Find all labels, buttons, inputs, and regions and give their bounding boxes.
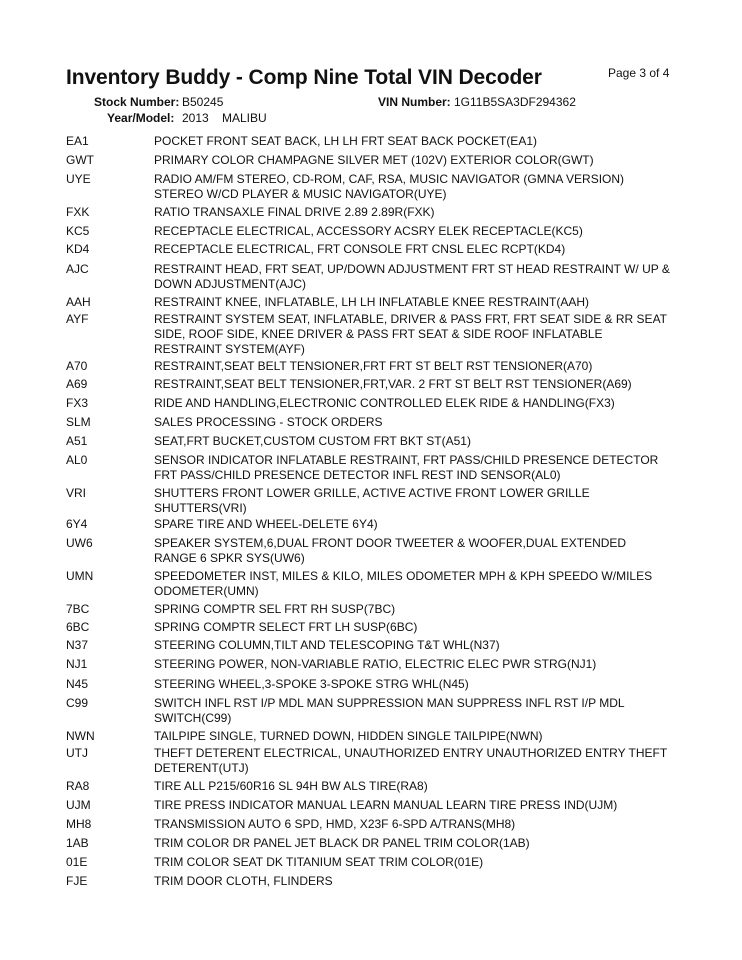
option-code: FXK (66, 205, 90, 219)
option-code: NJ1 (66, 657, 88, 671)
option-code: NWN (66, 729, 95, 743)
page-number: Page 3 of 4 (608, 66, 670, 80)
option-description-line: TIRE PRESS INDICATOR MANUAL LEARN MANUAL LEARN TIRE PRESS IND(UJM) (154, 798, 618, 812)
option-code: AAH (66, 295, 91, 309)
option-description-line: RANGE 6 SPKR SYS(UW6) (154, 551, 305, 565)
option-code: A70 (66, 359, 88, 373)
option-code: EA1 (66, 134, 89, 148)
option-description-line: SIDE, ROOF SIDE, KNEE DRIVER & PASS FRT SEAT & SIDE ROOF INFLATABLE (154, 327, 603, 341)
year-value: 2013 (182, 111, 209, 125)
option-description-line: SWITCH INFL RST I/P MDL MAN SUPPRESSION MAN SUPPRESS INFL RST I/P MDL (154, 696, 625, 710)
option-code: MH8 (66, 817, 92, 831)
option-description-line: SPRING COMPTR SEL FRT RH SUSP(7BC) (154, 602, 396, 616)
option-description-line: TRIM COLOR DR PANEL JET BLACK DR PANEL TRIM COLOR(1AB) (154, 836, 530, 850)
option-description-line: TIRE ALL P215/60R16 SL 94H BW ALS TIRE(RA8) (154, 779, 428, 793)
option-description-line: RIDE AND HANDLING,ELECTRONIC CONTROLLED ELEK RIDE & HANDLING(FX3) (154, 396, 615, 410)
option-description-line: SPARE TIRE AND WHEEL-DELETE 6Y4) (154, 517, 378, 531)
option-description (154, 569, 682, 599)
year-model-label: Year/Model: (107, 111, 175, 125)
option-description (154, 855, 682, 870)
option-description (154, 657, 682, 672)
option-description-line: RATIO TRANSAXLE FINAL DRIVE 2.89 2.89R(FXK) (154, 205, 435, 219)
option-description-line: STEERING POWER, NON-VARIABLE RATIO, ELECTRIC ELEC PWR STRG(NJ1) (154, 657, 597, 671)
option-code: UJM (66, 798, 91, 812)
option-description (154, 434, 682, 449)
option-description-line: STEREO W/CD PLAYER & MUSIC NAVIGATOR(UYE) (154, 187, 447, 201)
option-description (154, 798, 682, 813)
option-description-line: SHUTTERS(VRI) (154, 501, 247, 515)
option-description-line: SALES PROCESSING - STOCK ORDERS (154, 415, 383, 429)
option-code: 6Y4 (66, 517, 88, 531)
option-description (154, 817, 682, 832)
option-description-line: DETERENT(UTJ) (154, 761, 249, 775)
option-code: UYE (66, 172, 91, 186)
option-description-line: RESTRAINT,SEAT BELT TENSIONER,FRT FRT ST BELT RST TENSIONER(A70) (154, 359, 593, 373)
option-description (154, 536, 682, 566)
option-description (154, 874, 682, 889)
option-description (154, 836, 682, 851)
option-code: UMN (66, 569, 94, 583)
option-code: SLM (66, 415, 91, 429)
option-description (154, 312, 682, 357)
option-description-line: RECEPTACLE ELECTRICAL, ACCESSORY ACSRY ELEK RECEPTACLE(KC5) (154, 224, 583, 238)
option-code: 6BC (66, 620, 90, 634)
option-description (154, 396, 682, 411)
option-description-line: RESTRAINT,SEAT BELT TENSIONER,FRT,VAR. 2 FRT ST BELT RST TENSIONER(A69) (154, 377, 632, 391)
option-description (154, 242, 682, 257)
option-description (154, 134, 682, 149)
option-code: A51 (66, 434, 88, 448)
option-description (154, 359, 682, 374)
option-description (154, 453, 682, 483)
vin-number-value: 1G11B5SA3DF294362 (454, 95, 576, 109)
option-description (154, 486, 682, 516)
option-description-line: STEERING COLUMN,TILT AND TELESCOPING T&T WHL(N37) (154, 638, 500, 652)
option-description-line: PRIMARY COLOR CHAMPAGNE SILVER MET (102V) EXTERIOR COLOR(GWT) (154, 153, 594, 167)
option-description-line: THEFT DETERENT ELECTRICAL, UNAUTHORIZED ENTRY UNAUTHORIZED ENTRY THEFT (154, 746, 668, 760)
option-code: C99 (66, 696, 89, 710)
option-description (154, 205, 682, 220)
option-code: VRI (66, 486, 87, 500)
option-description-line: FRT PASS/CHILD PRESENCE DETECTOR INFL REST IND SENSOR(AL0) (154, 468, 561, 482)
year-model-field (107, 111, 307, 125)
option-description-line: ODOMETER(UMN) (154, 584, 259, 598)
option-code: RA8 (66, 779, 90, 793)
option-description (154, 729, 682, 744)
option-description-line: RADIO AM/FM STEREO, CD-ROM, CAF, RSA, MUSIC NAVIGATOR (GMNA VERSION) (154, 172, 625, 186)
option-description-line: RESTRAINT KNEE, INFLATABLE, LH LH INFLATABLE KNEE RESTRAINT(AAH) (154, 295, 589, 309)
option-code: UTJ (66, 746, 88, 760)
option-description (154, 224, 682, 239)
option-code: FJE (66, 874, 88, 888)
option-description (154, 677, 682, 692)
option-code: UW6 (66, 536, 93, 550)
option-description-line: SWITCH(C99) (154, 711, 232, 725)
option-description-line: STEERING WHEEL,3-SPOKE 3-SPOKE STRG WHL(N45) (154, 677, 469, 691)
option-code: AJC (66, 262, 89, 276)
stock-number-label: Stock Number: (94, 95, 180, 109)
option-description-line: DOWN ADJUSTMENT(AJC) (154, 277, 306, 291)
option-description-line: RECEPTACLE ELECTRICAL, FRT CONSOLE FRT CNSL ELEC RCPT(KD4) (154, 242, 566, 256)
option-code: 01E (66, 855, 88, 869)
option-code: AL0 (66, 453, 88, 467)
option-description-line: SHUTTERS FRONT LOWER GRILLE, ACTIVE ACTIVE FRONT LOWER GRILLE (154, 486, 590, 500)
option-description-line: TAILPIPE SINGLE, TURNED DOWN, HIDDEN SINGLE TAILPIPE(NWN) (154, 729, 543, 743)
option-description (154, 415, 682, 430)
option-code: N45 (66, 677, 89, 691)
stock-number-value: B50245 (182, 95, 224, 109)
option-code: KD4 (66, 242, 90, 256)
option-description-line: POCKET FRONT SEAT BACK, LH LH FRT SEAT BACK POCKET(EA1) (154, 134, 537, 148)
option-description (154, 746, 682, 776)
option-description (154, 517, 682, 532)
option-description-line: TRANSMISSION AUTO 6 SPD, HMD, X23F 6-SPD A/TRANS(MH8) (154, 817, 516, 831)
option-description (154, 262, 682, 292)
option-code: N37 (66, 638, 89, 652)
option-code: AYF (66, 312, 89, 326)
option-description (154, 153, 682, 168)
option-description (154, 620, 682, 635)
option-description-line: RESTRAINT HEAD, FRT SEAT, UP/DOWN ADJUSTMENT FRT ST HEAD RESTRAINT W/ UP & (154, 262, 670, 276)
vin-number-field (378, 95, 598, 109)
option-description-line: RESTRAINT SYSTEM SEAT, INFLATABLE, DRIVER & PASS FRT, FRT SEAT SIDE & RR SEAT (154, 312, 668, 326)
option-code: 1AB (66, 836, 89, 850)
option-description-line: SPEAKER SYSTEM,6,DUAL FRONT DOOR TWEETER & WOOFER,DUAL EXTENDED (154, 536, 627, 550)
model-value: MALIBU (222, 111, 267, 125)
option-code: GWT (66, 153, 94, 167)
option-description (154, 779, 682, 794)
option-code: FX3 (66, 396, 89, 410)
option-description-line: TRIM COLOR SEAT DK TITANIUM SEAT TRIM COLOR(01E) (154, 855, 484, 869)
option-description-line: TRIM DOOR CLOTH, FLINDERS (154, 874, 333, 888)
option-description (154, 295, 682, 310)
option-code: KC5 (66, 224, 90, 238)
option-description-line: SPRING COMPTR SELECT FRT LH SUSP(6BC) (154, 620, 418, 634)
option-description (154, 696, 682, 726)
page-title: Inventory Buddy - Comp Nine Total VIN Decoder (66, 66, 542, 89)
option-description (154, 172, 682, 202)
option-description (154, 602, 682, 617)
option-description-line: SENSOR INDICATOR INFLATABLE RESTRAINT, FRT PASS/CHILD PRESENCE DETECTOR (154, 453, 659, 467)
stock-number-field (94, 95, 254, 109)
option-description-line: SEAT,FRT BUCKET,CUSTOM CUSTOM FRT BKT ST(A51) (154, 434, 471, 448)
vin-number-label: VIN Number: (378, 95, 451, 109)
option-description-line: RESTRAINT SYSTEM(AYF) (154, 342, 305, 356)
option-code: A69 (66, 377, 88, 391)
option-code: 7BC (66, 602, 90, 616)
option-description-line: SPEEDOMETER INST, MILES & KILO, MILES ODOMETER MPH & KPH SPEEDO W/MILES (154, 569, 653, 583)
option-description (154, 638, 682, 653)
option-description (154, 377, 682, 392)
